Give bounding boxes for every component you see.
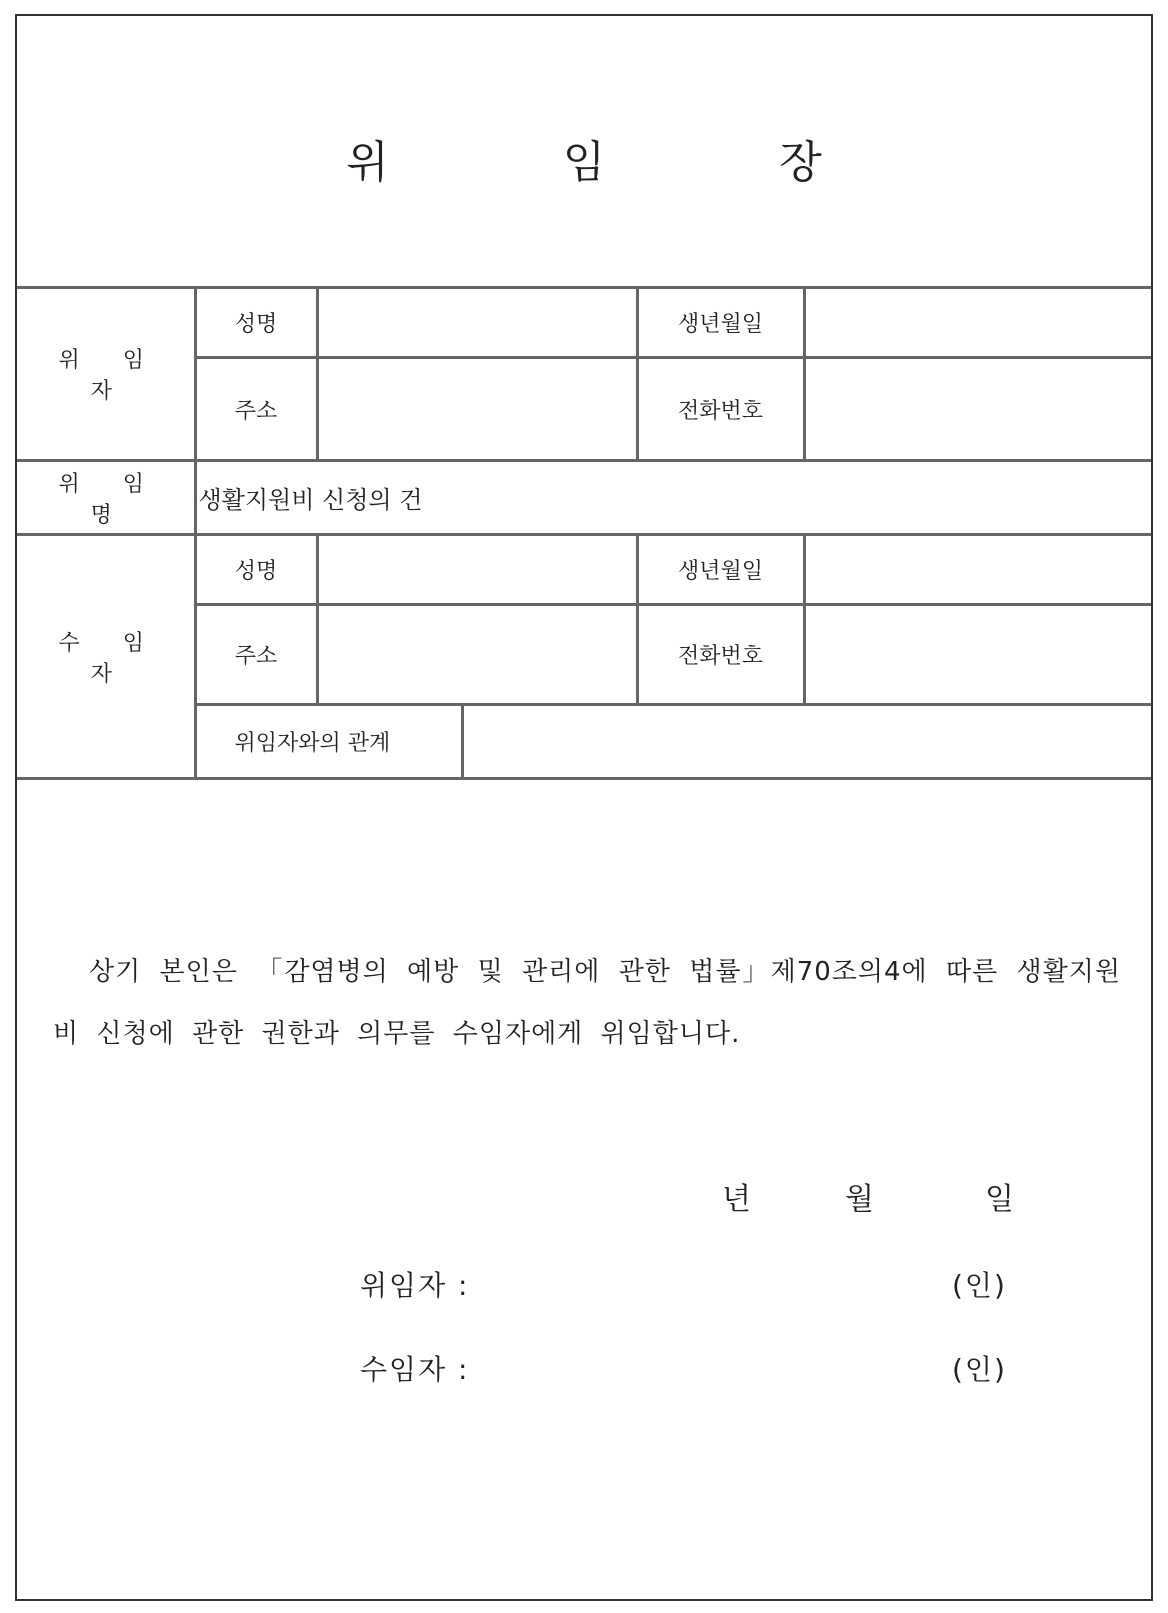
delegate-name-field[interactable] — [317, 535, 637, 605]
delegate-phone-label: 전화번호 — [637, 605, 804, 705]
delegate-address-field[interactable] — [317, 605, 637, 705]
delegate-label: 수 임 자 — [17, 535, 195, 779]
delegator-address-label: 주소 — [195, 358, 317, 461]
delegator-name-field[interactable] — [317, 288, 637, 358]
delegator-name-label: 성명 — [195, 288, 317, 358]
delegate-birth-field[interactable] — [804, 535, 1151, 605]
document-title: 위 임 장 — [346, 137, 902, 188]
title-section — [17, 16, 1151, 289]
date-month: 월 — [845, 1182, 874, 1217]
delegator-signature-row — [17, 1264, 1151, 1304]
delegate-relation-field[interactable] — [462, 705, 1151, 779]
delegate-name-label: 성명 — [195, 535, 317, 605]
delegate-birth-label: 생년월일 — [637, 535, 804, 605]
purpose-label: 위 임 명 — [17, 461, 195, 535]
delegate-phone-field[interactable] — [804, 605, 1151, 705]
purpose-value: 생활지원비 신청의 건 — [195, 461, 1151, 535]
delegate-seal: (인) — [952, 1353, 1007, 1386]
delegator-address-field[interactable] — [317, 358, 637, 461]
info-table — [17, 286, 1151, 780]
delegate-signature-label: 수임자 : — [360, 1353, 470, 1386]
delegator-phone-field[interactable] — [804, 358, 1151, 461]
delegate-address-label: 주소 — [195, 605, 317, 705]
delegator-seal: (인) — [952, 1269, 1007, 1302]
delegator-label: 위 임 자 — [17, 288, 195, 461]
date-row — [17, 1174, 1151, 1217]
delegator-birth-field[interactable] — [804, 288, 1151, 358]
delegate-signature-row — [17, 1348, 1151, 1388]
statement-text: 상기 본인은 「감염병의 예방 및 관리에 관한 법률」제70조의4에 따른 생활지원비 신청에 관한 권한과 의무를 수임자에게 위임합니다. — [53, 957, 1121, 1049]
delegate-relation-label: 위임자와의 관계 — [195, 705, 462, 779]
delegation-form — [15, 14, 1153, 1601]
date-day: 일 — [985, 1182, 1014, 1217]
delegator-signature-label: 위임자 : — [360, 1269, 470, 1302]
delegator-phone-label: 전화번호 — [637, 358, 804, 461]
delegator-birth-label: 생년월일 — [637, 288, 804, 358]
date-year: 년 — [722, 1182, 751, 1217]
